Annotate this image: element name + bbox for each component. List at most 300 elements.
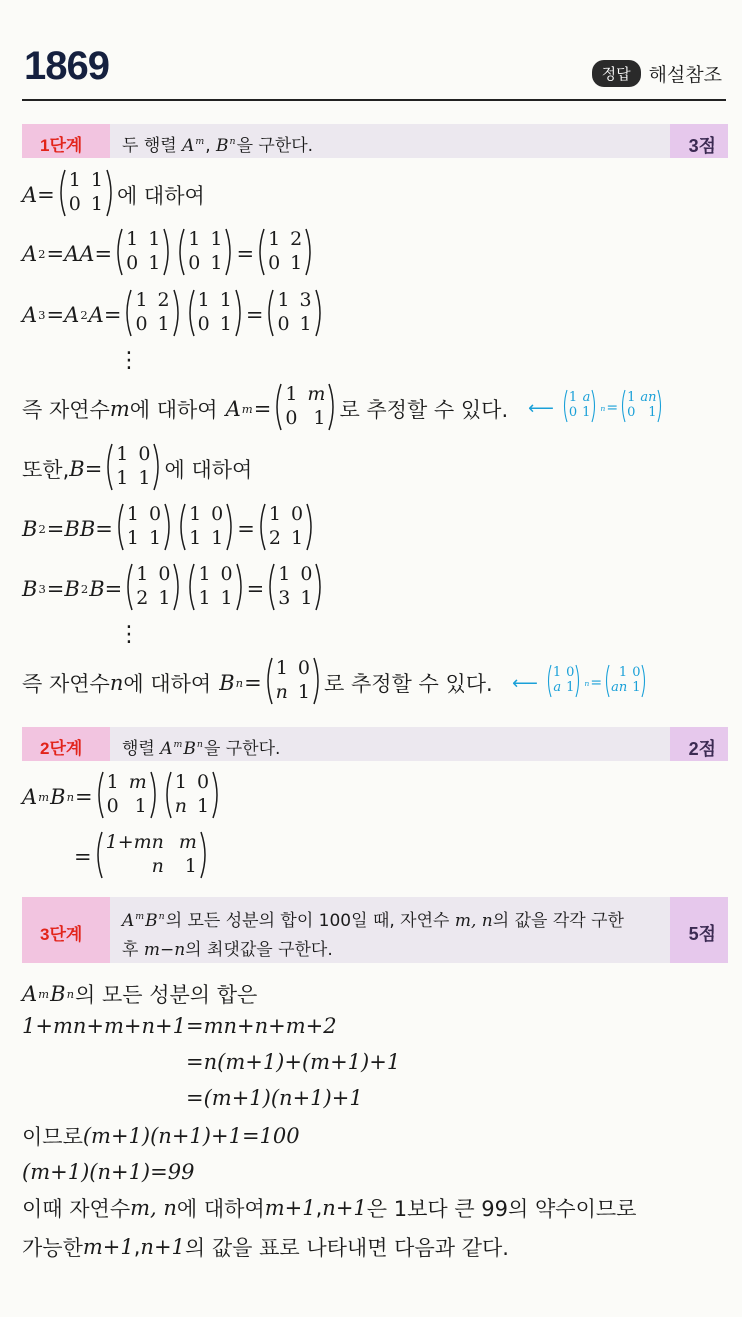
matrix-grid [113,444,153,490]
matrix-Am [95,771,159,824]
matrix-left-paren [94,831,103,879]
matrix-cell: 1 [197,288,210,311]
matrix-cell: 1 [290,526,304,549]
matrix-cell: 1 [135,288,148,311]
matrix-right-paren [235,289,244,337]
matrix-A2 [256,228,314,281]
math-A: A [22,242,38,266]
matrix-left-paren [256,228,265,276]
answer-ref [592,60,722,87]
matrix-A [176,228,234,281]
math-n-plus-1: n+1 [322,1196,367,1220]
matrix-cell: n [275,680,288,703]
matrix-grid [552,666,576,696]
eq-line-1: 1+mn+m+n+1=mn+n+m+2 [22,1014,337,1038]
matrix-left-paren [115,503,124,551]
sup-m: m [38,987,50,1001]
step3-line1-post: 의 모든 성분의 합이 100일 때, 자연수 [165,911,455,931]
line-AmBn-result [74,830,211,880]
matrix-B2 [257,503,315,556]
line-A3 [22,288,326,338]
matrix-cell: 1 [189,526,202,549]
matrix-cell: 0 [632,665,641,681]
problem-number: 1869 [24,44,109,88]
matrix-grid [195,290,235,336]
matrix-cell: 0 [627,405,636,420]
step3-line1-end: 의 값을 각각 구한 [492,911,624,931]
matrix-right-paren [173,563,182,611]
matrix-A [57,169,115,222]
matrix-grid [103,832,200,878]
line-Bn [22,656,493,706]
matrix-right-paren [150,771,159,819]
text-chujeong: 로 추정할 수 있다. [339,398,509,422]
equals: = [103,303,122,327]
equals: = [95,517,113,541]
math-A: A [122,911,135,931]
matrix-cell: 0 [106,794,119,817]
matrix-cell: a [553,680,562,695]
matrix-grid [273,658,313,704]
matrix-cell: 0 [268,251,281,274]
matrix-cell: 1 [220,586,233,609]
matrix-cell: 0 [196,770,210,793]
matrix-A3 [265,289,323,342]
matrix-cell: 1 [134,794,147,817]
answer-badge: 정답 [592,60,641,87]
math-B: B [50,982,66,1006]
matrix-right-paren [315,289,324,337]
matrix-right-paren [641,664,647,698]
matrix-right-paren [226,503,235,551]
step2-title-pre: 행렬 [122,739,161,759]
sup-n: n [584,678,590,688]
line-conclusion-1 [22,1194,636,1222]
matrix-left-paren [266,563,275,611]
matrix-B [177,503,235,556]
step1-bar [22,124,728,158]
matrix-grid [265,229,305,275]
matrix-cell: 0 [277,312,290,335]
matrix-right-paren [164,503,173,551]
text-daehayeo: 에 대하여 [164,458,253,482]
line-Am [22,382,509,432]
matrix-left-paren [124,563,133,611]
matrix-A [186,289,244,342]
matrix-right-paren [315,563,324,611]
math-AA: AA [64,242,95,266]
matrix-left-paren [104,443,113,491]
sup-n: n [66,987,74,1001]
hint-matrix-result [604,664,647,702]
math-m-comma-n: m, n [130,1196,177,1220]
matrix-left-paren [273,383,282,431]
matrix-cell: 1 [211,526,224,549]
equals: = [94,242,113,266]
matrix-cell: 1 [290,251,303,274]
matrix-cell: 1 [148,227,161,250]
matrix-cell: 1 [552,665,562,681]
sup-n: n [235,676,244,690]
step1-tag: 1단계 [40,136,83,155]
step3-points: 5점 [688,924,716,944]
matrix-right-paren [173,289,182,337]
matrix-cell: 1 [632,680,641,695]
text-comma: , [315,1196,323,1220]
matrix-AmBn [94,831,209,884]
math-A: A [22,303,38,327]
step3-line2-pre: 후 [122,940,144,960]
math-m-plus-1: m+1 [82,1235,134,1259]
matrix-cell: 1 [148,526,162,549]
matrix-grid [124,504,164,550]
matrix-right-paren [313,657,322,705]
step1-title-post: 을 구한다. [236,136,314,156]
math-B: B [89,577,105,601]
matrix-cell: 0 [290,502,304,525]
sup-2: 2 [38,522,46,536]
line-AmBn [22,770,223,820]
sup-m: m [195,136,205,147]
matrix-grid [568,391,592,421]
step1-title [122,131,313,156]
matrix-cell: 0 [135,312,148,335]
matrix-left-paren [265,289,274,337]
text-last2-pre: 가능한 [22,1236,83,1260]
equals: = [46,517,65,541]
step1-title-pre: 두 행렬 [122,136,183,156]
matrix-cell: 0 [126,251,139,274]
equals: = [244,671,262,695]
math-B: B [216,136,229,156]
matrix-cell: 1 [582,405,591,420]
sup-n: n [600,403,606,413]
text-last1-mid: 에 대하여 [176,1197,265,1221]
hint-matrix-result [620,389,663,427]
sup-m: m [241,402,253,416]
matrix-cell: 0 [297,656,311,679]
matrix-B2 [124,563,182,616]
step3-title-line1 [122,906,624,931]
math-A: A [64,303,80,327]
matrix-grid [123,229,163,275]
matrix-cell: 1 [277,288,290,311]
matrix-cell: 1 [219,288,232,311]
math-B: B [69,457,85,481]
matrix-right-paren [328,383,337,431]
eq-line-3: =(m+1)(n+1)+1 [186,1086,363,1110]
matrix-cell: 1 [158,586,171,609]
equals: = [84,457,103,481]
matrix-A [114,228,172,281]
equals: = [74,845,92,869]
math-B: B [64,577,80,601]
text-daehayeo: 에 대하여 [116,184,205,208]
header-rule [22,99,726,101]
matrix-cell: 1 [148,251,161,274]
eq-line-4: (m+1)(n+1)+1=100 [82,1124,300,1148]
matrix-left-paren [186,289,195,337]
matrix-cell: n [151,854,164,877]
equals: = [245,303,264,327]
matrix-left-paren [95,771,104,819]
math-m-plus-1: m+1 [264,1196,316,1220]
matrix-cell: 1 [299,312,312,335]
matrix-cell: 0 [220,562,233,585]
matrix-right-paren [306,503,315,551]
text-daehayeo: 에 대하여 [129,398,218,422]
math-B: B [22,577,38,601]
math-n: n [109,671,124,695]
matrix-grid [172,772,212,818]
matrix-left-paren [114,228,123,276]
matrix-right-paren [575,664,581,698]
matrix-grid [195,564,235,610]
text-daehayeo: 에 대하여 [123,672,212,696]
math-A: A [88,303,104,327]
equals: = [236,242,255,266]
text-imeuro: 이므로 [22,1125,83,1149]
step3-line2-post: 의 최댓값을 구한다. [185,940,333,960]
matrix-grid [186,504,226,550]
line-A2 [22,227,316,277]
matrix-cell: 0 [188,251,201,274]
matrix-cell: 2 [290,227,303,250]
step3-tag: 3단계 [40,925,83,944]
matrix-cell: 1 [198,586,211,609]
hint-B [512,663,649,703]
matrix-cell: 1 [116,442,129,465]
matrix-cell: 1 [566,680,575,695]
line-conclusion-2 [22,1233,509,1261]
matrix-grid [274,290,314,336]
matrix-cell: m [307,382,326,405]
matrix-cell: 1 [285,382,298,405]
equals: = [46,577,65,601]
equals: = [590,675,603,691]
matrix-B3 [266,563,324,616]
matrix-cell: 1 [627,390,636,406]
math-A: A [225,397,241,421]
math-B: B [219,671,235,695]
matrix-right-paren [225,228,234,276]
matrix-cell: 1 [268,227,281,250]
text-ttohan: 또한, [22,458,70,482]
math-A: A [22,785,38,809]
step2-title [122,734,280,759]
sup-m: m [173,739,183,750]
matrix-cell: 0 [68,192,81,215]
matrix-cell: 1 [189,502,202,525]
matrix-cell: 1 [618,665,628,681]
matrix-cell: 1 [126,526,139,549]
matrix-cell: 0 [285,406,298,429]
matrix-left-paren [264,657,273,705]
line-B-def [22,442,253,492]
equals: = [606,400,619,416]
matrix-cell: 1 [116,466,129,489]
matrix-cell: 0 [300,562,313,585]
matrix-grid [104,772,150,818]
matrix-Bn [264,657,322,710]
matrix-cell: 1 [275,656,288,679]
matrix-A2 [123,289,181,342]
matrix-cell: 2 [157,288,170,311]
matrix-cell: 1 [68,168,81,191]
matrix-cell: 1 [297,680,311,703]
hint-A [528,388,665,428]
math-n-plus-1: n+1 [140,1235,185,1259]
math-A: A [22,982,38,1006]
matrix-cell: 1 [138,466,151,489]
math-m-minus-n: m−n [143,940,186,960]
line-imeuro [22,1122,300,1150]
math-BB: BB [64,517,96,541]
matrix-cell: 0 [138,442,151,465]
math-m: m [109,397,130,421]
matrix-cell: 1 [313,406,326,429]
arrow-left-icon: ⟵ [528,397,554,419]
math-m-comma-n: m, n [454,911,493,931]
text-last1-post: 은 1보다 큰 99의 약수이므로 [366,1197,637,1221]
text-jeuk: 즉 자연수 [22,398,110,422]
matrix-left-paren [176,228,185,276]
math-A: A [182,136,195,156]
matrix-cell: 1 [300,586,313,609]
sup-n: n [229,136,236,147]
step2-bar [22,727,728,761]
text-last2-post: 의 값을 표로 나타내면 다음과 같다. [184,1236,509,1260]
sup-n: n [158,911,165,922]
equals: = [46,242,65,266]
matrix-cell: a [582,390,591,406]
matrix-cell: 0 [197,312,210,335]
line-sum-intro [22,980,257,1008]
text-jeuk: 즉 자연수 [22,672,110,696]
matrix-cell: 1 [196,794,210,817]
matrix-cell: 2 [268,526,281,549]
matrix-cell: 0 [148,502,162,525]
matrix-cell: 1 [106,770,119,793]
matrix-grid [66,170,106,216]
eq-line-2: =n(m+1)+(m+1)+1 [186,1050,401,1074]
matrix-right-paren [200,831,209,879]
matrix-grid [132,290,172,336]
equals: = [246,577,265,601]
matrix-cell: 1 [268,502,281,525]
vdots-2: ⋮ [118,622,140,647]
matrix-grid [185,229,225,275]
matrix-right-paren [236,563,245,611]
matrix-left-paren [257,503,266,551]
matrix-cell: 1 [278,562,291,585]
matrix-right-paren [591,389,597,423]
matrix-cell: 0 [211,502,224,525]
matrix-B [115,503,173,556]
matrix-cell: 1 [157,312,170,335]
sup-3: 3 [38,582,46,596]
matrix-cell: 1 [126,227,139,250]
equals: = [46,303,65,327]
matrix-cell: 1 [90,168,103,191]
matrix-cell: 1+mn [105,830,164,853]
matrix-left-paren [123,289,132,337]
matrix-left-paren [177,503,186,551]
matrix-B [104,443,162,496]
text-comma: , [133,1235,141,1259]
matrix-grid [133,564,173,610]
math-A: A [22,183,38,207]
sup-n: n [196,739,203,750]
matrix-cell: 1 [126,502,139,525]
matrix-left-paren [163,771,172,819]
math-B: B [50,785,66,809]
math-A: A [160,739,173,759]
matrix-cell: 0 [566,665,575,681]
matrix-right-paren [657,389,663,423]
matrix-right-paren [212,771,221,819]
matrix-B [186,563,244,616]
step1-title-mid: , [205,136,217,156]
step2-points: 2점 [688,739,716,759]
matrix-cell: 1 [184,854,197,877]
matrix-cell: an [640,390,657,406]
matrix-cell: 1 [210,251,223,274]
matrix-grid [610,666,641,696]
matrix-cell: 1 [219,312,232,335]
equals: = [75,785,93,809]
matrix-cell: 3 [299,288,312,311]
arrow-left-icon: ⟵ [512,672,538,694]
sup-2: 2 [38,247,46,261]
matrix-cell: 1 [568,390,578,406]
matrix-cell: 1 [188,227,201,250]
equals: = [104,577,123,601]
matrix-right-paren [106,169,115,217]
step2-title-post: 을 구한다. [203,739,281,759]
line-B2 [22,502,317,552]
step1-points: 3점 [688,136,716,156]
vdots-1: ⋮ [118,348,140,373]
equals: = [253,397,272,421]
hint-matrix-base [562,389,598,427]
sup-m: m [135,911,145,922]
sup-3: 3 [38,308,46,322]
eq-line-5: (m+1)(n+1)=99 [22,1160,195,1184]
text-sum-intro: 의 모든 성분의 합은 [75,983,258,1007]
sup-2: 2 [80,582,89,596]
matrix-cell: 1 [198,562,211,585]
matrix-cell: 1 [90,192,103,215]
matrix-cell: 0 [158,562,171,585]
matrix-cell: 3 [278,586,291,609]
matrix-right-paren [153,443,162,491]
line-A-def [22,168,205,218]
equals: = [237,517,255,541]
matrix-cell: 1 [174,770,187,793]
math-B: B [145,911,158,931]
matrix-Am [273,383,337,436]
hint-matrix-base [546,664,582,702]
matrix-cell: n [174,794,187,817]
matrix-cell: m [128,770,147,793]
line-B3 [22,562,326,612]
matrix-grid [626,391,657,421]
math-B: B [183,739,196,759]
matrix-cell: 1 [648,405,657,420]
matrix-cell: m [178,830,197,853]
step2-tag: 2단계 [40,739,83,758]
